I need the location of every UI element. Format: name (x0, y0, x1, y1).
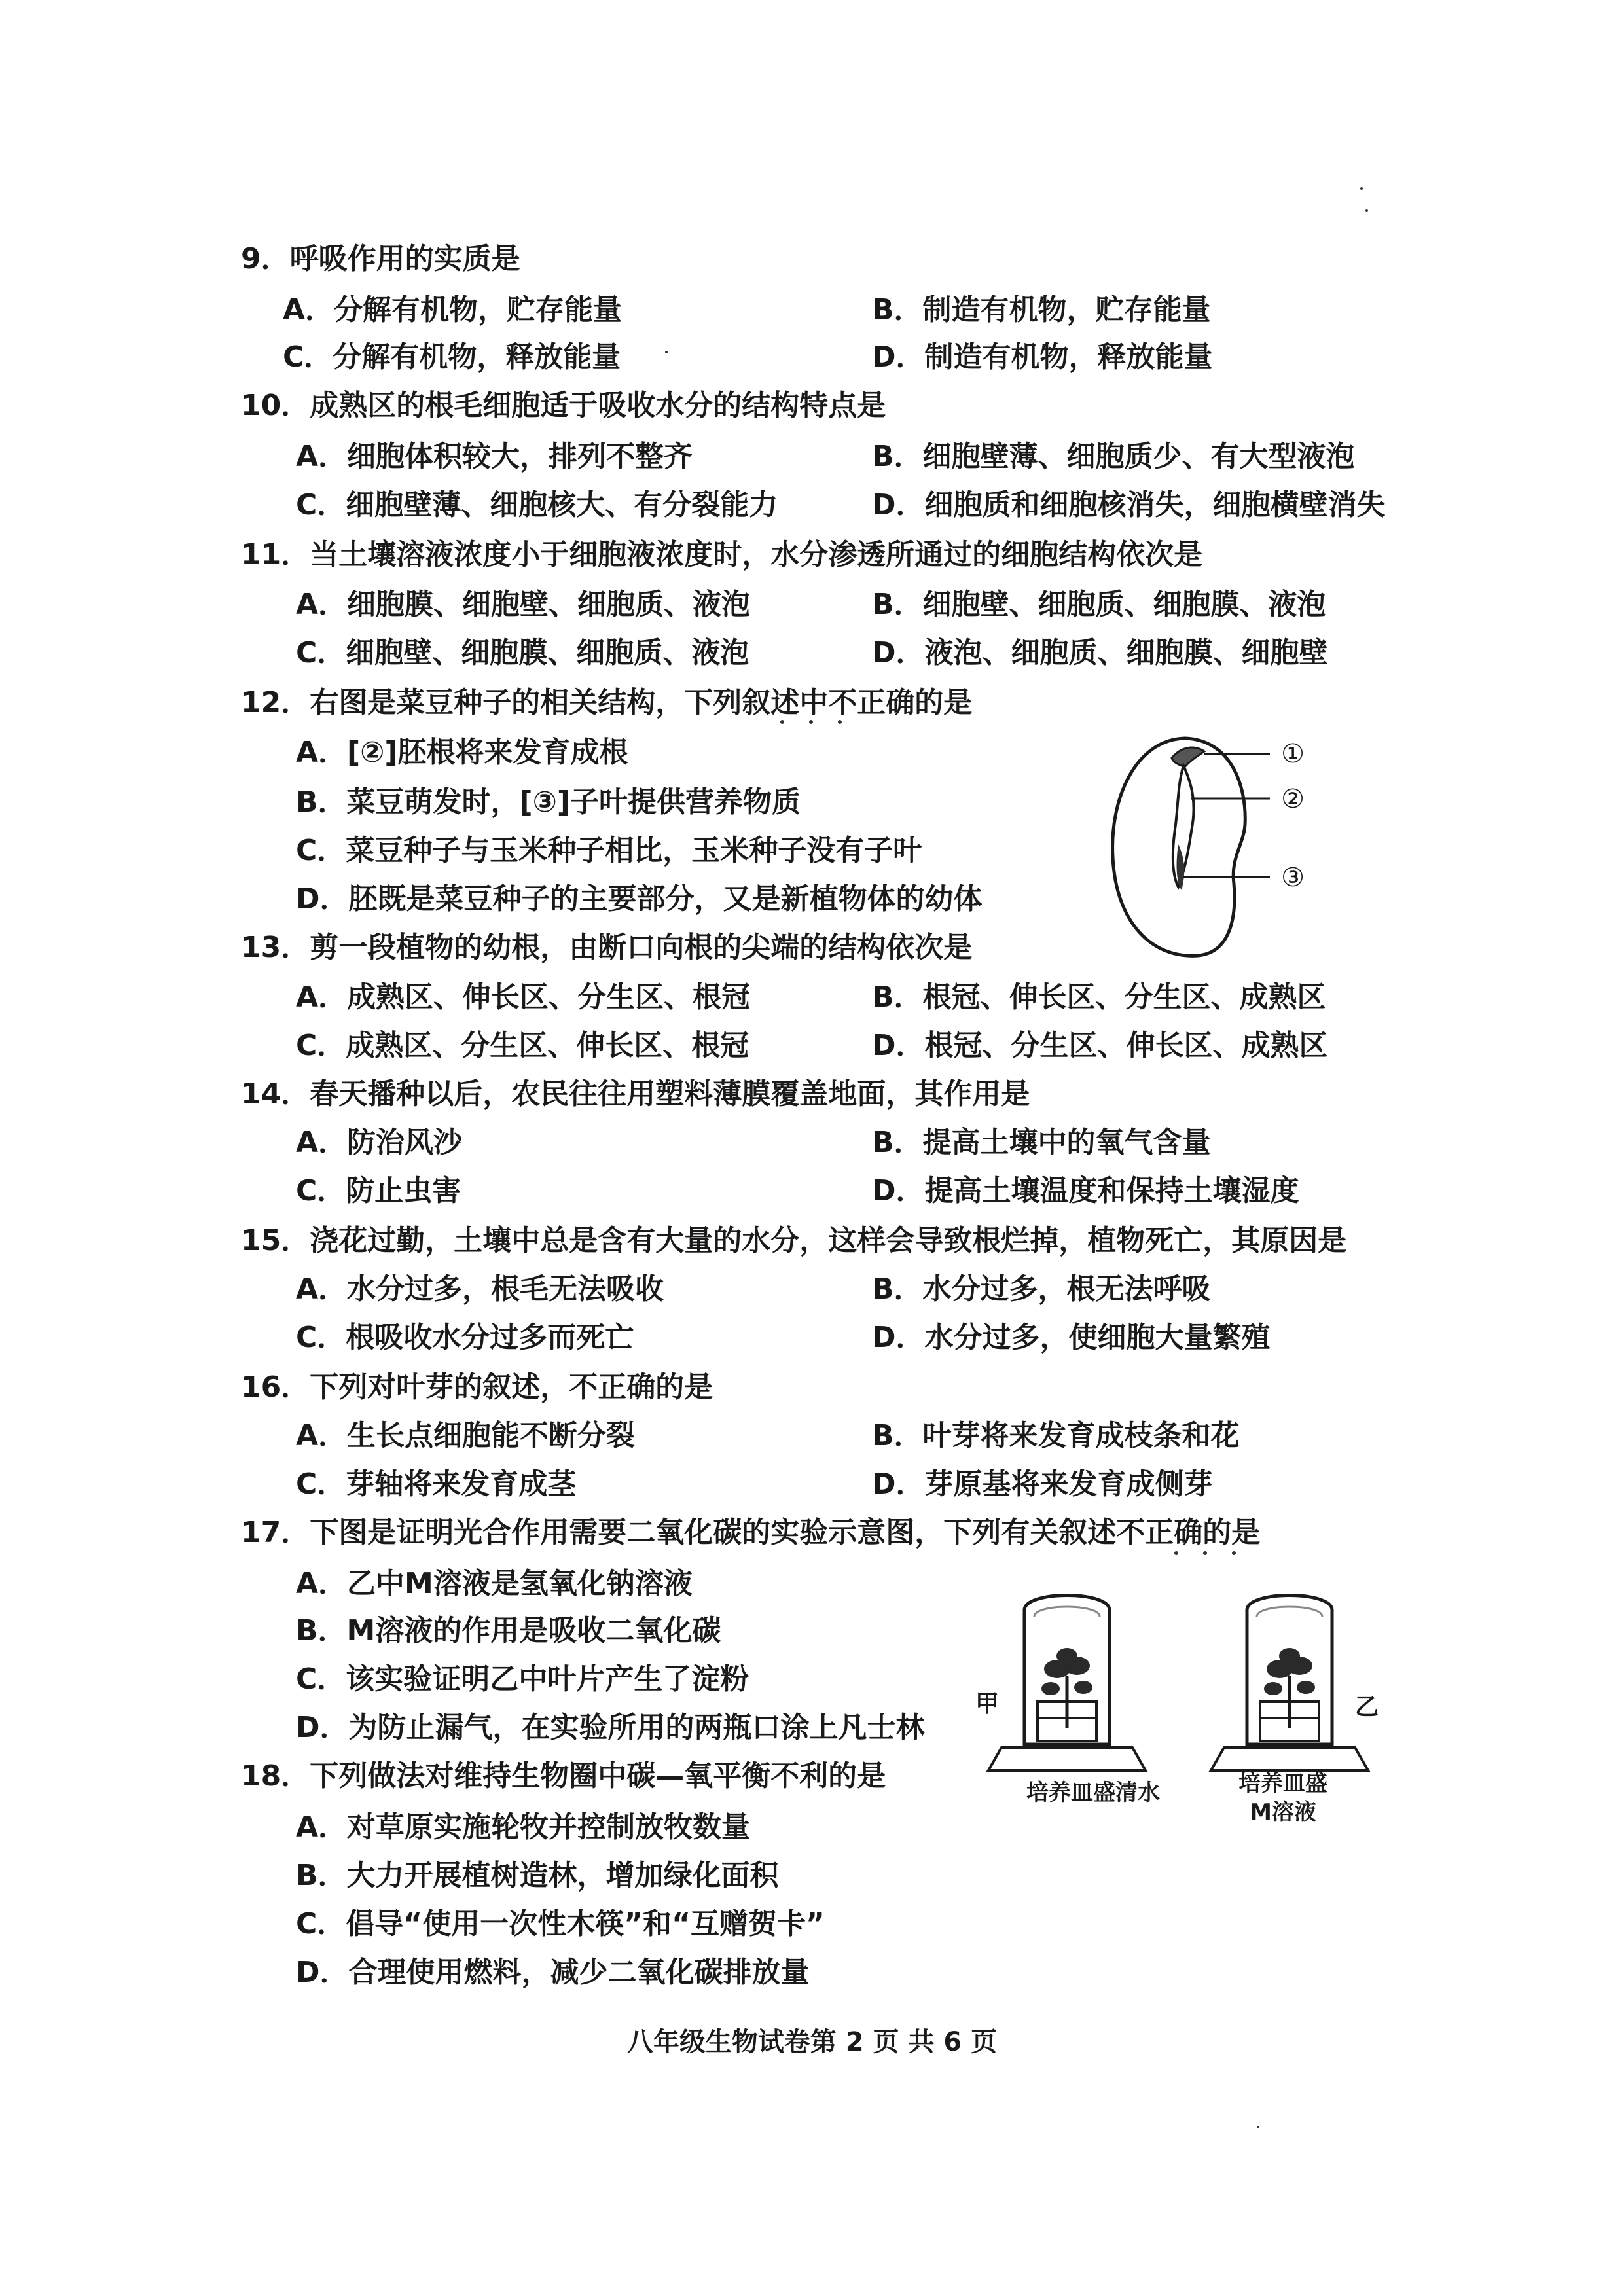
question-12-option-d: D．胚既是菜豆种子的主要部分，又是新植物体的幼体 (296, 882, 983, 916)
question-16-option-d: D．芽原基将来发育成侧芽 (872, 1467, 1213, 1501)
question-9-option-c: C．分解有机物，释放能量 (283, 340, 621, 374)
question-11-option-a: A．细胞膜、细胞壁、细胞质、液泡 (296, 588, 751, 621)
jar-label-left: 甲 (975, 1691, 1000, 1717)
scan-speck (1365, 209, 1368, 212)
question-11-option-c: C．细胞壁、细胞膜、细胞质、液泡 (296, 636, 749, 670)
bean-seed-diagram (1074, 726, 1335, 975)
question-18-option-a: A．对草原实施轮牧并控制放牧数量 (296, 1810, 751, 1844)
question-17-option-b: B．M溶液的作用是吸收二氧化碳 (296, 1614, 721, 1647)
emphasis-dot (1203, 1551, 1207, 1555)
question-17-option-d: D．为防止漏气，在实验所用的两瓶口涂上凡士林 (296, 1711, 925, 1744)
jar-caption-left: 培养皿盛清水 (1026, 1780, 1160, 1806)
question-13-option-a: A．成熟区、伸长区、分生区、根冠 (296, 980, 751, 1014)
question-13-option-d: D．根冠、分生区、伸长区、成熟区 (872, 1029, 1328, 1062)
question-12-option-a: A．[②]胚根将来发育成根 (296, 736, 628, 769)
question-14-option-c: C．防止虫害 (296, 1174, 461, 1208)
question-14-stem: 14．春天播种以后，农民往往用塑料薄膜覆盖地面，其作用是 (241, 1077, 1030, 1111)
question-15-option-d: D．水分过多，使细胞大量繁殖 (872, 1321, 1271, 1354)
question-18-stem: 18．下列做法对维持生物圈中碳—氧平衡不利的是 (241, 1759, 886, 1793)
emphasis-dot (809, 720, 813, 724)
question-14-option-a: A．防治风沙 (296, 1126, 463, 1159)
question-9-option-a: A．分解有机物，贮存能量 (283, 293, 623, 327)
page-footer: 八年级生物试卷第 2 页 共 6 页 (626, 2027, 998, 2057)
scan-speck (1360, 187, 1363, 190)
jar-caption-right-line2: M溶液 (1250, 1799, 1316, 1825)
question-15-option-a: A．水分过多，根毛无法吸收 (296, 1272, 664, 1306)
emphasis-dot (1232, 1551, 1236, 1555)
question-13-option-b: B．根冠、伸长区、分生区、成熟区 (872, 980, 1326, 1014)
question-11-stem: 11．当土壤溶液浓度小于细胞液浓度时，水分渗透所通过的细胞结构依次是 (241, 538, 1203, 571)
question-10-option-b: B．细胞壁薄、细胞质少、有大型液泡 (872, 440, 1355, 473)
question-10-option-d: D．细胞质和细胞核消失，细胞横壁消失 (872, 488, 1386, 522)
question-14-option-d: D．提高土壤温度和保持土壤湿度 (872, 1174, 1299, 1208)
question-13-option-c: C．成熟区、分生区、伸长区、根冠 (296, 1029, 749, 1062)
question-16-option-c: C．芽轴将来发育成茎 (296, 1467, 577, 1501)
question-9-option-b: B．制造有机物，贮存能量 (872, 293, 1211, 327)
question-15-stem: 15．浇花过勤，土壤中总是含有大量的水分，这样会导致根烂掉，植物死亡，其原因是 (241, 1224, 1347, 1257)
question-12-stem: 12．右图是菜豆种子的相关结构，下列叙述中不正确的是 (241, 686, 973, 719)
question-10-option-c: C．细胞壁薄、细胞核大、有分裂能力 (296, 488, 778, 522)
question-12-option-c: C．菜豆种子与玉米种子相比，玉米种子没有子叶 (296, 834, 922, 867)
question-9-option-d: D．制造有机物，释放能量 (872, 340, 1213, 374)
emphasis-dot (780, 720, 784, 724)
question-15-option-c: C．根吸收水分过多而死亡 (296, 1321, 634, 1354)
emphasis-dot (1174, 1551, 1178, 1555)
question-18-option-b: B．大力开展植树造林，增加绿化面积 (296, 1859, 779, 1892)
scan-speck (1257, 2126, 1259, 2128)
question-17-stem: 17．下图是证明光合作用需要二氧化碳的实验示意图，下列有关叙述不正确的是 (241, 1516, 1261, 1549)
question-18-option-c: C．倡导“使用一次性木筷”和“互赠贺卡” (296, 1907, 825, 1941)
question-16-option-b: B．叶芽将来发育成枝条和花 (872, 1419, 1240, 1452)
emphasis-dot (838, 720, 842, 724)
question-13-stem: 13．剪一段植物的幼根，由断口向根的尖端的结构依次是 (241, 931, 973, 964)
seed-label-3: ③ (1281, 863, 1305, 893)
question-16-option-a: A．生长点细胞能不断分裂 (296, 1419, 636, 1452)
question-15-option-b: B．水分过多，根无法呼吸 (872, 1272, 1211, 1306)
question-10-option-a: A．细胞体积较大，排列不整齐 (296, 440, 693, 473)
scan-speck (665, 351, 668, 353)
question-18-option-d: D．合理使用燃料，减少二氧化碳排放量 (296, 1956, 810, 1989)
seed-label-1: ① (1281, 739, 1305, 769)
question-9-stem: 9．呼吸作用的实质是 (241, 242, 520, 276)
seed-label-2: ② (1281, 784, 1305, 814)
jar-caption-right-line1: 培养皿盛 (1238, 1770, 1327, 1797)
question-10-stem: 10．成熟区的根毛细胞适于吸收水分的结构特点是 (241, 389, 886, 422)
question-17-option-a: A．乙中M溶液是氢氧化钠溶液 (296, 1567, 693, 1600)
question-12-option-b: B．菜豆萌发时，[③]子叶提供营养物质 (296, 785, 801, 819)
jar-experiment-diagram (962, 1571, 1407, 1780)
question-11-option-d: D．液泡、细胞质、细胞膜、细胞壁 (872, 636, 1328, 670)
question-14-option-b: B．提高土壤中的氧气含量 (872, 1126, 1211, 1159)
question-17-option-c: C．该实验证明乙中叶片产生了淀粉 (296, 1662, 749, 1696)
jar-label-right: 乙 (1355, 1694, 1379, 1721)
question-11-option-b: B．细胞壁、细胞质、细胞膜、液泡 (872, 588, 1326, 621)
question-16-stem: 16．下列对叶芽的叙述，不正确的是 (241, 1371, 713, 1404)
